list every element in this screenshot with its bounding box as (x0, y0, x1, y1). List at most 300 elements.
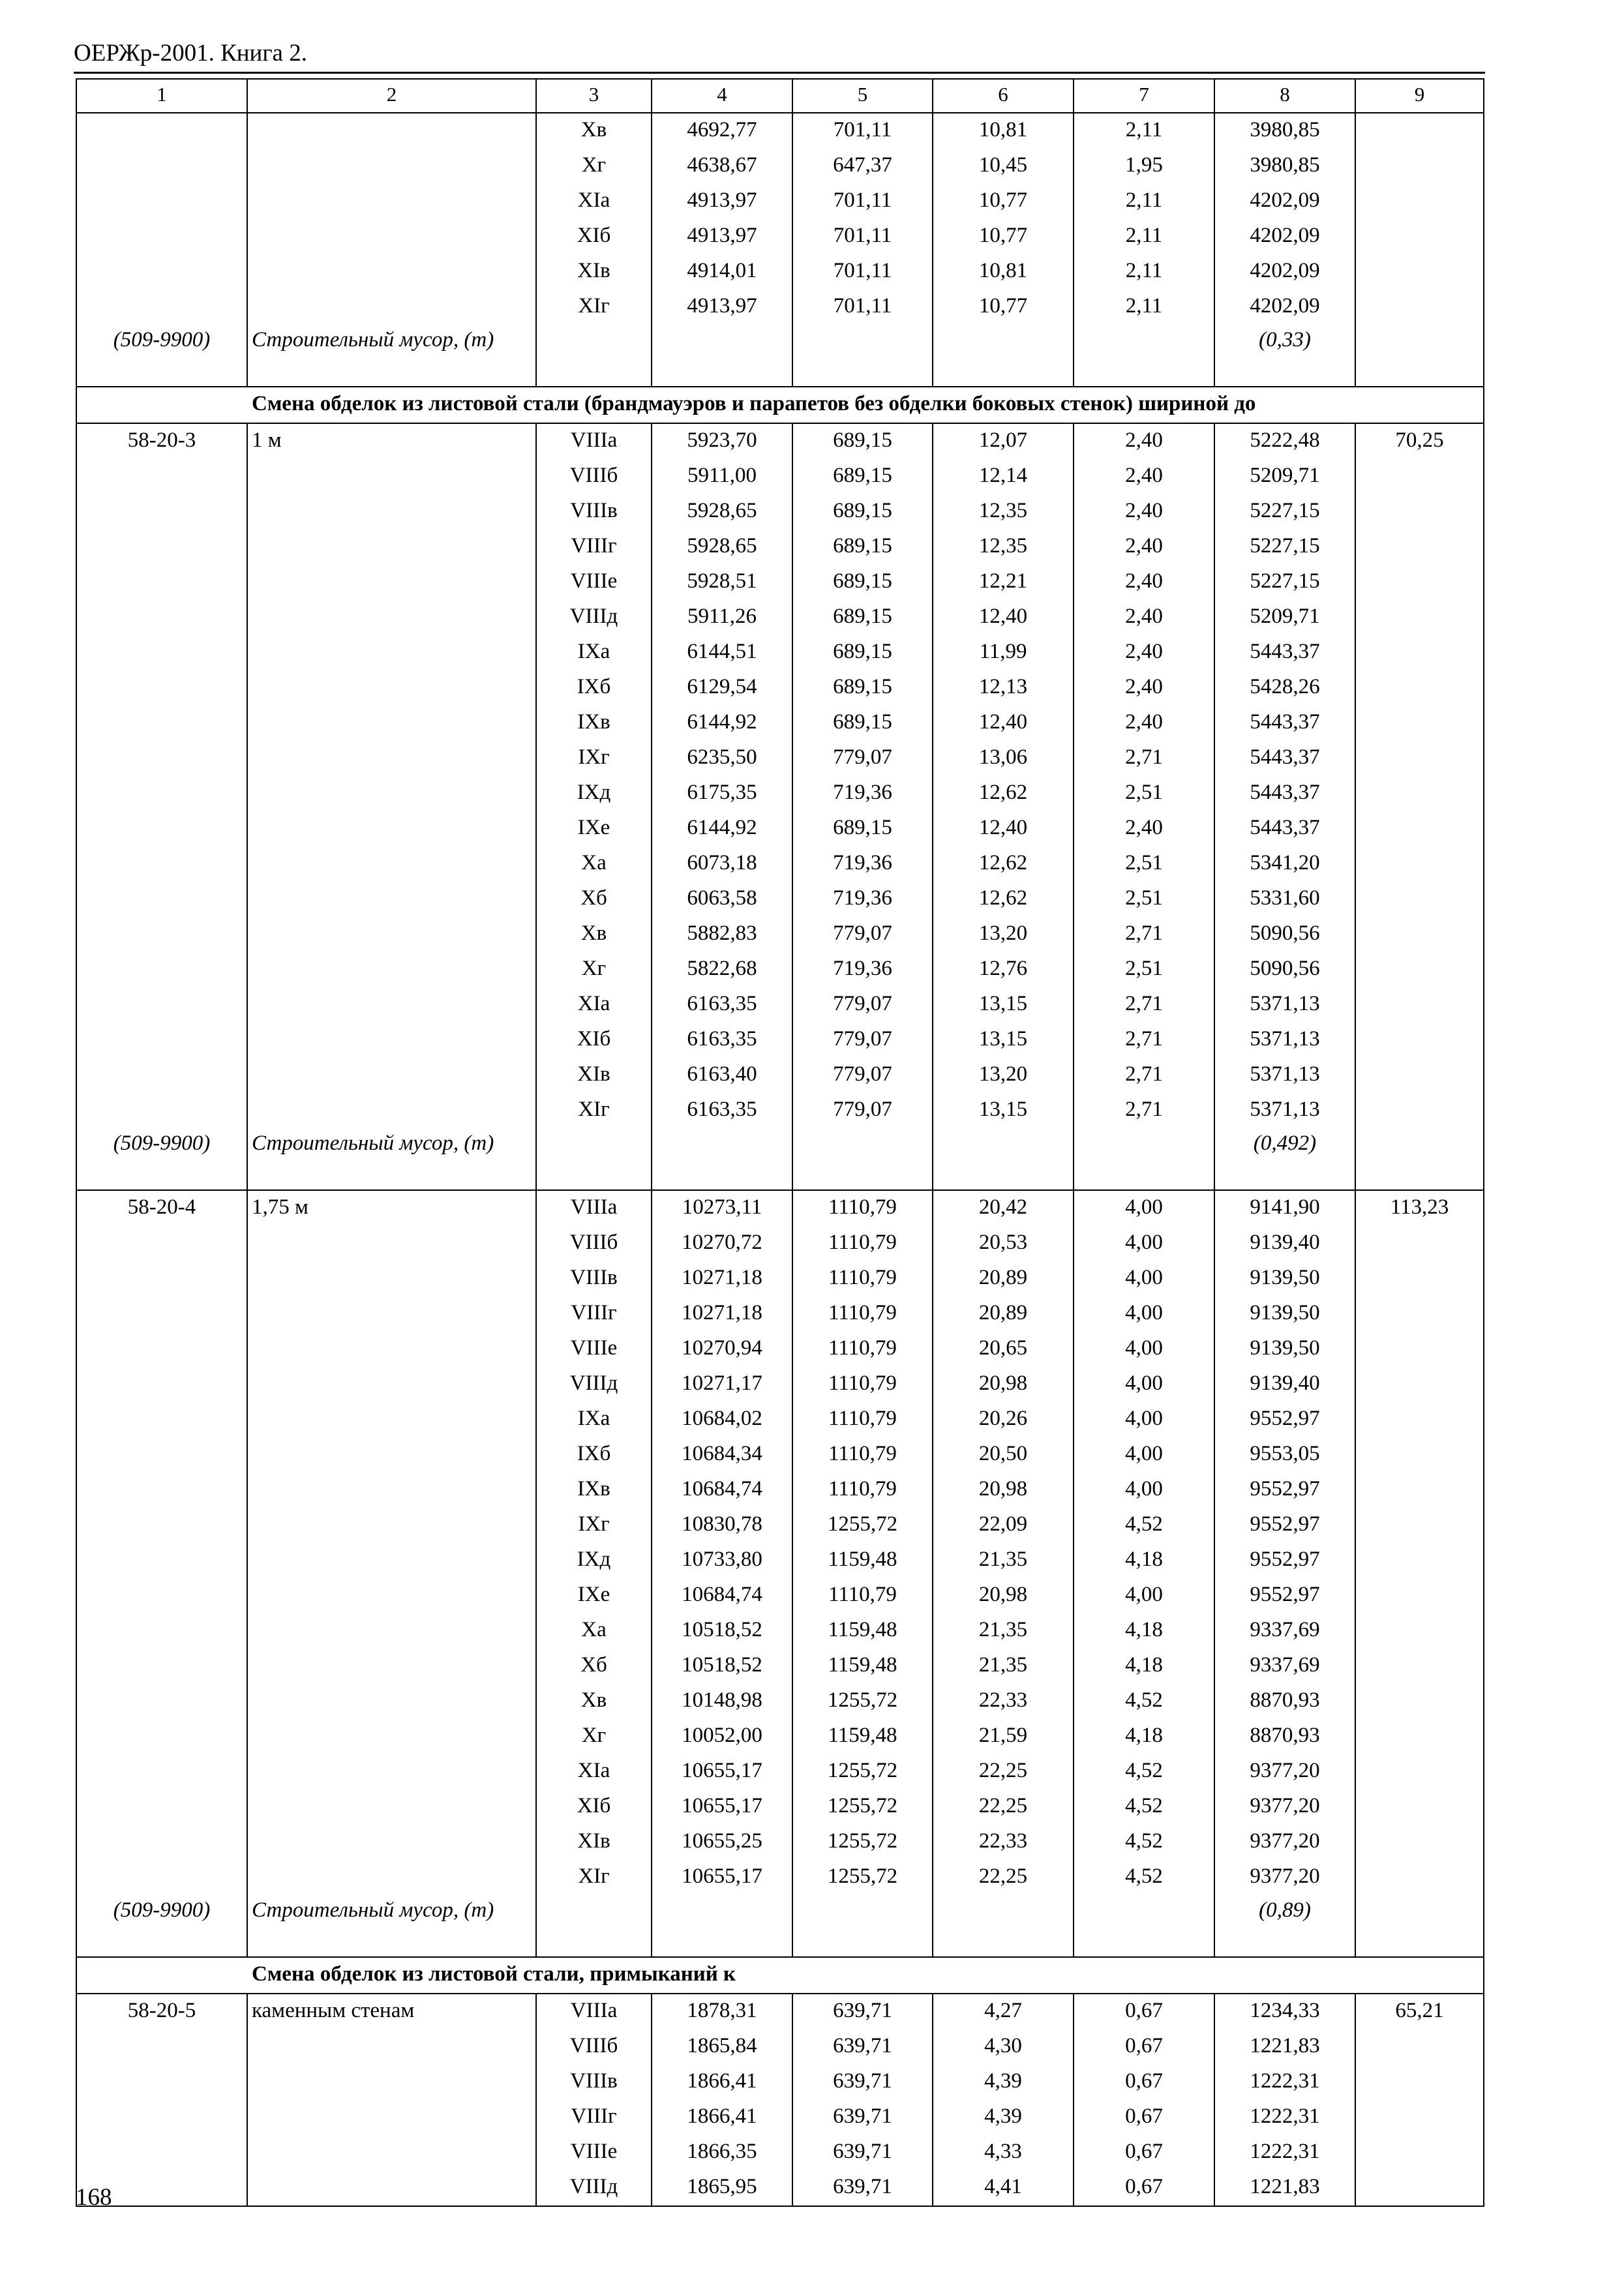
machine-cost: 13,20 (933, 917, 1074, 952)
machine-cost: 20,50 (933, 1437, 1074, 1473)
debris-row (76, 1895, 1484, 1957)
machinist-wages: 4,18 (1074, 1613, 1214, 1649)
zone-code (536, 1128, 652, 1190)
materials-cost: 9552,97 (1214, 1578, 1355, 1613)
column-number: 6 (933, 79, 1074, 113)
machinist-wages (1074, 1895, 1214, 1957)
wages: 719,36 (792, 882, 933, 917)
zone-code: IXа (536, 635, 652, 670)
labor-hours (1355, 149, 1484, 184)
table-row (76, 917, 1484, 952)
direct-cost: 6163,35 (652, 987, 792, 1023)
materials-cost: 5443,37 (1214, 741, 1355, 776)
wages: 689,15 (792, 670, 933, 706)
work-description (247, 917, 536, 952)
rate-code (76, 149, 247, 184)
materials-cost: 9552,97 (1214, 1508, 1355, 1543)
zone-code: IXе (536, 1578, 652, 1613)
machine-cost: 12,35 (933, 530, 1074, 565)
materials-cost: 5428,26 (1214, 670, 1355, 706)
direct-cost: 6129,54 (652, 670, 792, 706)
wages: 689,15 (792, 565, 933, 600)
materials-cost: 5227,15 (1214, 530, 1355, 565)
machinist-wages (1074, 1128, 1214, 1190)
wages: 1110,79 (792, 1190, 933, 1226)
labor-hours (1355, 1754, 1484, 1789)
machine-cost: 10,81 (933, 113, 1074, 149)
materials-cost: 5222,48 (1214, 423, 1355, 459)
rate-code (76, 290, 247, 325)
zone-code: XIв (536, 254, 652, 290)
direct-cost: 10655,25 (652, 1825, 792, 1860)
materials-cost: 9139,50 (1214, 1261, 1355, 1296)
wages: 779,07 (792, 1023, 933, 1058)
rate-code (76, 2029, 247, 2065)
labor-hours (1355, 1437, 1484, 1473)
table-row (76, 635, 1484, 670)
zone-code: XIв (536, 1825, 652, 1860)
work-description (247, 987, 536, 1023)
zone-code: VIIIв (536, 494, 652, 530)
work-description (247, 219, 536, 254)
materials-cost: 9377,20 (1214, 1860, 1355, 1895)
direct-cost: 4638,67 (652, 149, 792, 184)
zone-code: XIб (536, 1023, 652, 1058)
table-row (76, 1508, 1484, 1543)
work-description (247, 1719, 536, 1754)
labor-hours (1355, 530, 1484, 565)
rate-code (76, 1649, 247, 1684)
work-description: 1,75 м (247, 1190, 536, 1226)
materials-cost: 9139,50 (1214, 1332, 1355, 1367)
work-description (247, 1332, 536, 1367)
rate-code (76, 706, 247, 741)
machine-cost: 12,62 (933, 846, 1074, 882)
machinist-wages: 2,11 (1074, 113, 1214, 149)
debris-row (76, 1128, 1484, 1190)
wages: 1110,79 (792, 1296, 933, 1332)
direct-cost: 6175,35 (652, 776, 792, 811)
rate-code (76, 1367, 247, 1402)
materials-cost: 9377,20 (1214, 1754, 1355, 1789)
zone-code: VIIIв (536, 1261, 652, 1296)
direct-cost: 10655,17 (652, 1754, 792, 1789)
direct-cost: 10518,52 (652, 1613, 792, 1649)
machine-cost: 20,98 (933, 1578, 1074, 1613)
work-description (247, 1508, 536, 1543)
work-description (247, 254, 536, 290)
wages: 779,07 (792, 741, 933, 776)
direct-cost: 6063,58 (652, 882, 792, 917)
machinist-wages: 4,00 (1074, 1402, 1214, 1437)
materials-cost: 9139,40 (1214, 1367, 1355, 1402)
direct-cost: 4914,01 (652, 254, 792, 290)
materials-cost: 9552,97 (1214, 1402, 1355, 1437)
table-row (76, 882, 1484, 917)
labor-hours (1355, 776, 1484, 811)
direct-cost: 5928,51 (652, 565, 792, 600)
work-description (247, 2065, 536, 2100)
wages: 701,11 (792, 219, 933, 254)
work-description: Строительный мусор, (т) (247, 1128, 536, 1190)
machine-cost: 12,62 (933, 776, 1074, 811)
wages: 1110,79 (792, 1332, 933, 1367)
direct-cost: 1866,41 (652, 2100, 792, 2135)
machine-cost: 12,40 (933, 706, 1074, 741)
work-description (247, 1437, 536, 1473)
materials-cost: 5209,71 (1214, 459, 1355, 494)
wages: 1110,79 (792, 1367, 933, 1402)
rate-code (76, 494, 247, 530)
machinist-wages: 4,18 (1074, 1649, 1214, 1684)
rate-code: 58-20-5 (76, 1994, 247, 2029)
labor-hours (1355, 219, 1484, 254)
wages: 779,07 (792, 1093, 933, 1128)
direct-cost: 5928,65 (652, 494, 792, 530)
labor-hours (1355, 1296, 1484, 1332)
table-row (76, 1296, 1484, 1332)
zone-code: XIб (536, 1789, 652, 1825)
work-description (247, 2029, 536, 2065)
machine-cost: 21,35 (933, 1543, 1074, 1578)
section-heading-row (76, 1957, 1484, 1994)
labor-hours (1355, 670, 1484, 706)
work-description (247, 1226, 536, 1261)
machinist-wages: 4,52 (1074, 1825, 1214, 1860)
machinist-wages: 2,71 (1074, 917, 1214, 952)
machine-cost (933, 1128, 1074, 1190)
labor-hours (1355, 1684, 1484, 1719)
machine-cost: 12,40 (933, 600, 1074, 635)
page-header-title: ОЕРЖр-2001. Книга 2. (74, 40, 307, 67)
work-description: каменным стенам (247, 1994, 536, 2029)
table-row (76, 459, 1484, 494)
labor-hours (1355, 1023, 1484, 1058)
labor-hours (1355, 2170, 1484, 2206)
wages: 639,71 (792, 1994, 933, 2029)
work-description (247, 670, 536, 706)
work-description (247, 1613, 536, 1649)
table-row (76, 811, 1484, 846)
materials-cost: 1222,31 (1214, 2135, 1355, 2170)
table-row (76, 846, 1484, 882)
labor-hours (1355, 184, 1484, 219)
direct-cost: 6144,51 (652, 635, 792, 670)
machine-cost: 12,07 (933, 423, 1074, 459)
zone-code: VIIIв (536, 2065, 652, 2100)
section-heading: Смена обделок из листовой стали, примыканий к (76, 1957, 1484, 1994)
materials-cost: 5090,56 (1214, 917, 1355, 952)
zone-code: Xг (536, 1719, 652, 1754)
zone-code: VIIIе (536, 2135, 652, 2170)
machine-cost: 21,35 (933, 1649, 1074, 1684)
rate-code (76, 1261, 247, 1296)
machinist-wages: 4,00 (1074, 1473, 1214, 1508)
machine-cost: 4,41 (933, 2170, 1074, 2206)
wages: 1159,48 (792, 1719, 933, 1754)
table-row (76, 2100, 1484, 2135)
machine-cost: 12,76 (933, 952, 1074, 987)
section-heading: Смена обделок из листовой стали (брандмауэров и парапетов без обделки боковых стенок) шириной до (76, 387, 1484, 423)
machinist-wages: 4,18 (1074, 1719, 1214, 1754)
materials-cost: 5341,20 (1214, 846, 1355, 882)
labor-hours (1355, 565, 1484, 600)
work-description (247, 149, 536, 184)
labor-hours (1355, 1473, 1484, 1508)
materials-cost: (0,89) (1214, 1895, 1355, 1957)
table-row (76, 1754, 1484, 1789)
machine-cost (933, 1895, 1074, 1957)
labor-hours (1355, 459, 1484, 494)
machine-cost: 21,35 (933, 1613, 1074, 1649)
machinist-wages: 2,40 (1074, 459, 1214, 494)
work-description (247, 776, 536, 811)
rate-code (76, 1402, 247, 1437)
materials-cost: 4202,09 (1214, 290, 1355, 325)
machinist-wages: 4,52 (1074, 1684, 1214, 1719)
zone-code: IXд (536, 776, 652, 811)
rates-table-body (76, 79, 1484, 2206)
rate-code (76, 1613, 247, 1649)
rate-code (76, 917, 247, 952)
machinist-wages: 4,00 (1074, 1296, 1214, 1332)
zone-code: VIIIа (536, 1190, 652, 1226)
rate-code (76, 1023, 247, 1058)
wages: 779,07 (792, 917, 933, 952)
table-row (76, 113, 1484, 149)
machine-cost: 20,89 (933, 1261, 1074, 1296)
zone-code: VIIIб (536, 2029, 652, 2065)
wages: 1110,79 (792, 1437, 933, 1473)
rate-code (76, 846, 247, 882)
direct-cost: 10684,74 (652, 1578, 792, 1613)
materials-cost: 4202,09 (1214, 254, 1355, 290)
table-row (76, 530, 1484, 565)
rate-code (76, 1058, 247, 1093)
rate-code (76, 776, 247, 811)
direct-cost: 10655,17 (652, 1789, 792, 1825)
rate-code (76, 1719, 247, 1754)
wages: 1110,79 (792, 1402, 933, 1437)
wages: 639,71 (792, 2100, 933, 2135)
direct-cost: 10148,98 (652, 1684, 792, 1719)
column-number-row (76, 79, 1484, 113)
machinist-wages: 4,52 (1074, 1508, 1214, 1543)
machine-cost: 4,33 (933, 2135, 1074, 2170)
machine-cost: 10,77 (933, 184, 1074, 219)
work-description (247, 2170, 536, 2206)
machine-cost: 4,39 (933, 2100, 1074, 2135)
machine-cost: 13,15 (933, 1093, 1074, 1128)
table-row (76, 1332, 1484, 1367)
zone-code: XIг (536, 1093, 652, 1128)
direct-cost: 4913,97 (652, 290, 792, 325)
direct-cost: 10052,00 (652, 1719, 792, 1754)
machinist-wages: 2,11 (1074, 290, 1214, 325)
direct-cost: 6144,92 (652, 706, 792, 741)
work-description (247, 459, 536, 494)
rate-code (76, 2100, 247, 2135)
wages: 689,15 (792, 423, 933, 459)
labor-hours (1355, 1789, 1484, 1825)
wages: 1110,79 (792, 1473, 933, 1508)
rate-code: 58-20-3 (76, 423, 247, 459)
wages: 1110,79 (792, 1578, 933, 1613)
zone-code: XIа (536, 987, 652, 1023)
rate-code (76, 1226, 247, 1261)
labor-hours (1355, 635, 1484, 670)
wages: 1159,48 (792, 1543, 933, 1578)
table-row (76, 1994, 1484, 2029)
materials-cost: 1222,31 (1214, 2100, 1355, 2135)
materials-cost: 9377,20 (1214, 1789, 1355, 1825)
materials-cost: 9377,20 (1214, 1825, 1355, 1860)
work-description (247, 846, 536, 882)
machine-cost: 12,13 (933, 670, 1074, 706)
machine-cost: 12,40 (933, 811, 1074, 846)
table-row (76, 2065, 1484, 2100)
wages: 689,15 (792, 459, 933, 494)
machinist-wages: 4,00 (1074, 1261, 1214, 1296)
labor-hours (1355, 1402, 1484, 1437)
table-row (76, 1825, 1484, 1860)
machine-cost: 20,42 (933, 1190, 1074, 1226)
work-description (247, 635, 536, 670)
direct-cost: 5928,65 (652, 530, 792, 565)
zone-code: Xа (536, 846, 652, 882)
materials-cost: 5371,13 (1214, 1058, 1355, 1093)
machinist-wages: 2,40 (1074, 423, 1214, 459)
labor-hours (1355, 1578, 1484, 1613)
machinist-wages: 0,67 (1074, 2100, 1214, 2135)
direct-cost (652, 1895, 792, 1957)
wages: 689,15 (792, 530, 933, 565)
table-row (76, 254, 1484, 290)
table-row (76, 149, 1484, 184)
work-description (247, 2135, 536, 2170)
wages: 647,37 (792, 149, 933, 184)
materials-cost: 1221,83 (1214, 2029, 1355, 2065)
labor-hours (1355, 987, 1484, 1023)
rate-code (76, 184, 247, 219)
rate-code (76, 882, 247, 917)
materials-cost: 5227,15 (1214, 494, 1355, 530)
wages: 1255,72 (792, 1860, 933, 1895)
zone-code: IXд (536, 1543, 652, 1578)
labor-hours (1355, 1332, 1484, 1367)
work-description (247, 811, 536, 846)
rate-code (76, 2135, 247, 2170)
labor-hours (1355, 600, 1484, 635)
machinist-wages: 2,40 (1074, 565, 1214, 600)
rate-code: (509-9900) (76, 1895, 247, 1957)
direct-cost: 6073,18 (652, 846, 792, 882)
machine-cost: 12,21 (933, 565, 1074, 600)
materials-cost: 5443,37 (1214, 706, 1355, 741)
table-row (76, 1437, 1484, 1473)
rates-table (76, 78, 1484, 2207)
machinist-wages: 0,67 (1074, 2029, 1214, 2065)
rate-code (76, 952, 247, 987)
wages: 701,11 (792, 290, 933, 325)
machine-cost: 22,33 (933, 1825, 1074, 1860)
machine-cost: 12,35 (933, 494, 1074, 530)
labor-hours (1355, 2029, 1484, 2065)
machine-cost: 4,30 (933, 2029, 1074, 2065)
zone-code: IXб (536, 1437, 652, 1473)
rate-code: 58-20-4 (76, 1190, 247, 1226)
zone-code: Xб (536, 1649, 652, 1684)
column-number: 3 (536, 79, 652, 113)
wages: 689,15 (792, 600, 933, 635)
direct-cost: 6163,35 (652, 1023, 792, 1058)
materials-cost: 9552,97 (1214, 1473, 1355, 1508)
materials-cost: 5443,37 (1214, 811, 1355, 846)
materials-cost: 3980,85 (1214, 149, 1355, 184)
labor-hours (1355, 811, 1484, 846)
work-description (247, 494, 536, 530)
machine-cost: 22,25 (933, 1860, 1074, 1895)
work-description (247, 1093, 536, 1128)
work-description (247, 1261, 536, 1296)
column-number: 4 (652, 79, 792, 113)
wages: 1110,79 (792, 1226, 933, 1261)
wages: 779,07 (792, 987, 933, 1023)
machinist-wages: 4,52 (1074, 1754, 1214, 1789)
rate-code: (509-9900) (76, 325, 247, 387)
machinist-wages: 4,18 (1074, 1543, 1214, 1578)
zone-code: VIIIд (536, 2170, 652, 2206)
wages: 1255,72 (792, 1789, 933, 1825)
work-description: Строительный мусор, (т) (247, 325, 536, 387)
materials-cost: 9337,69 (1214, 1649, 1355, 1684)
machinist-wages: 0,67 (1074, 2135, 1214, 2170)
labor-hours: 70,25 (1355, 423, 1484, 459)
machinist-wages: 1,95 (1074, 149, 1214, 184)
rate-code (76, 530, 247, 565)
labor-hours (1355, 1895, 1484, 1957)
direct-cost: 5923,70 (652, 423, 792, 459)
machine-cost: 10,77 (933, 290, 1074, 325)
rate-code (76, 1437, 247, 1473)
table-row (76, 1402, 1484, 1437)
machine-cost: 22,25 (933, 1789, 1074, 1825)
debris-row (76, 325, 1484, 387)
work-description: 1 м (247, 423, 536, 459)
wages: 779,07 (792, 1058, 933, 1093)
work-description (247, 1543, 536, 1578)
wages: 701,11 (792, 113, 933, 149)
materials-cost: 9139,40 (1214, 1226, 1355, 1261)
wages: 689,15 (792, 635, 933, 670)
zone-code: XIг (536, 290, 652, 325)
work-description (247, 1578, 536, 1613)
materials-cost: 9141,90 (1214, 1190, 1355, 1226)
labor-hours (1355, 325, 1484, 387)
direct-cost: 5822,68 (652, 952, 792, 987)
machinist-wages: 4,52 (1074, 1860, 1214, 1895)
rate-code (76, 565, 247, 600)
machine-cost: 20,98 (933, 1473, 1074, 1508)
materials-cost: 5331,60 (1214, 882, 1355, 917)
table-row (76, 952, 1484, 987)
zone-code: Xб (536, 882, 652, 917)
rate-code (76, 1093, 247, 1128)
labor-hours (1355, 882, 1484, 917)
machine-cost: 13,15 (933, 1023, 1074, 1058)
zone-code: Xг (536, 149, 652, 184)
table-row (76, 1261, 1484, 1296)
